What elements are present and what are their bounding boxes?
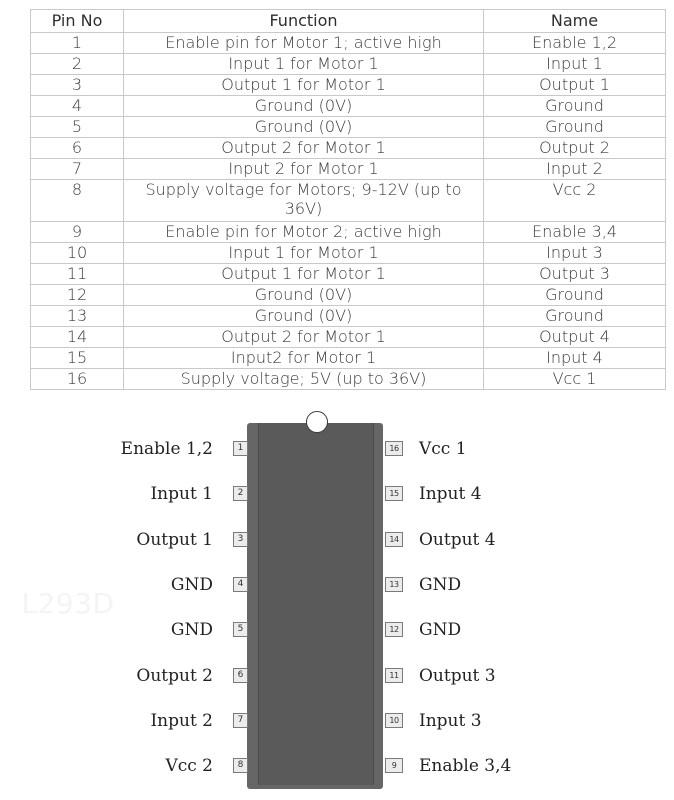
cell-name: Output 1 [484,75,666,96]
cell-function: Input 1 for Motor 1 [124,243,484,264]
right-pin-label: Vcc 1 [419,439,467,459]
cell-pin: 14 [31,327,124,348]
left-pin-4: 4 [233,577,248,592]
left-pin-label: Input 1 [150,484,213,504]
cell-pin: 9 [31,222,124,243]
cell-pin: 2 [31,54,124,75]
cell-name: Ground [484,117,666,138]
cell-name: Output 4 [484,327,666,348]
left-pin-label: Output 2 [136,666,213,686]
cell-pin: 12 [31,285,124,306]
left-pin-label: Output 1 [136,530,213,550]
cell-function: Output 2 for Motor 1 [124,327,484,348]
left-pin-5: 5 [233,622,248,637]
cell-pin: 13 [31,306,124,327]
left-pin-6: 6 [233,668,248,683]
cell-function: Supply voltage for Motors; 9-12V (up to 36V) [124,180,484,222]
header-pin-no: Pin No [31,10,124,33]
left-pin-label: Vcc 2 [165,756,213,776]
left-pin-3: 3 [233,532,248,547]
cell-name: Output 2 [484,138,666,159]
right-pin-label: Output 3 [419,666,496,686]
cell-function: Input 1 for Motor 1 [124,54,484,75]
left-pin-2: 2 [233,486,248,501]
header-function: Function [124,10,484,33]
cell-pin: 7 [31,159,124,180]
cell-function: Enable pin for Motor 2; active high [124,222,484,243]
cell-name: Input 3 [484,243,666,264]
left-pin-8: 8 [233,758,248,773]
left-pin-label: Enable 1,2 [120,439,213,459]
cell-pin: 8 [31,180,124,222]
right-pin-label: Output 4 [419,530,496,550]
left-pin-label: GND [170,620,213,640]
cell-function: Input 2 for Motor 1 [124,159,484,180]
cell-name: Ground [484,96,666,117]
cell-pin: 10 [31,243,124,264]
left-pin-label: GND [170,575,213,595]
cell-name: Input 4 [484,348,666,369]
cell-function: Ground (0V) [124,285,484,306]
right-pin-10: 10 [385,713,403,728]
right-pin-16: 16 [385,441,403,456]
header-name: Name [484,10,666,33]
cell-function: Output 2 for Motor 1 [124,138,484,159]
cell-function: Ground (0V) [124,306,484,327]
ic-chip-body [247,423,383,789]
cell-pin: 11 [31,264,124,285]
right-pin-12: 12 [385,622,403,637]
cell-name: Ground [484,306,666,327]
cell-function: Ground (0V) [124,96,484,117]
cell-pin: 6 [31,138,124,159]
right-pin-14: 14 [385,532,403,547]
left-pin-label: Input 2 [150,711,213,731]
cell-function: Supply voltage; 5V (up to 36V) [124,369,484,390]
right-pin-9: 9 [385,758,403,773]
chip-label: L293D [21,587,115,620]
cell-pin: 15 [31,348,124,369]
right-pin-label: Input 4 [419,484,482,504]
right-pin-label: Enable 3,4 [419,756,512,776]
cell-name: Vcc 1 [484,369,666,390]
right-pin-label: GND [419,620,462,640]
right-pin-label: Input 3 [419,711,482,731]
right-pin-15: 15 [385,486,403,501]
cell-pin: 3 [31,75,124,96]
cell-function: Input2 for Motor 1 [124,348,484,369]
chip-notch [306,411,328,433]
cell-function: Output 1 for Motor 1 [124,264,484,285]
ic-chip-face [258,423,374,785]
cell-pin: 1 [31,33,124,54]
cell-name: Output 3 [484,264,666,285]
left-pin-7: 7 [233,713,248,728]
right-pin-13: 13 [385,577,403,592]
left-pin-1: 1 [233,441,248,456]
right-pin-11: 11 [385,668,403,683]
cell-name: Enable 1,2 [484,33,666,54]
cell-pin: 5 [31,117,124,138]
right-pin-label: GND [419,575,462,595]
cell-function: Output 1 for Motor 1 [124,75,484,96]
cell-name: Ground [484,285,666,306]
cell-function: Ground (0V) [124,117,484,138]
cell-name: Vcc 2 [484,180,666,222]
cell-function: Enable pin for Motor 1; active high [124,33,484,54]
cell-name: Input 1 [484,54,666,75]
cell-pin: 16 [31,369,124,390]
cell-name: Enable 3,4 [484,222,666,243]
cell-name: Input 2 [484,159,666,180]
cell-pin: 4 [31,96,124,117]
